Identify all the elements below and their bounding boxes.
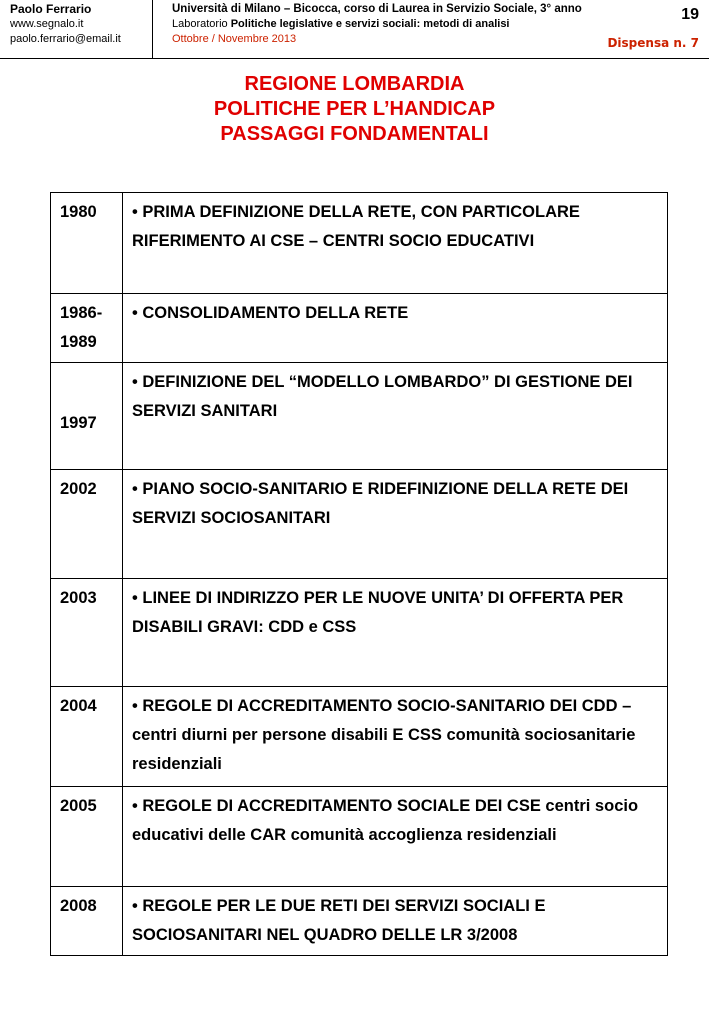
row-text: • REGOLE DI ACCREDITAMENTO SOCIALE DEI CSE centri socio educativi delle CAR comunità accoglienza residenziali: [123, 787, 668, 887]
lab-line: [172, 17, 632, 32]
table-row: [51, 193, 668, 294]
row-text: • REGOLE PER LE DUE RETI DEI SERVIZI SOCIALI E SOCIOSANITARI NEL QUADRO DELLE LR 3/2008: [123, 887, 668, 956]
author-website: www.segnalo.it: [10, 18, 84, 30]
row-year: 2002: [51, 470, 123, 579]
timeline-table: [50, 192, 668, 956]
lab-title: Politiche legislative e servizi sociali: metodi di analisi: [230, 18, 510, 30]
course-block: [172, 2, 632, 47]
title-line-3: PASSAGGI FONDAMENTALI: [220, 123, 489, 145]
row-year: 2005: [51, 787, 123, 887]
lab-prefix: Laboratorio: [172, 18, 231, 30]
table-row: [51, 363, 668, 470]
row-year: 2008: [51, 887, 123, 956]
row-year: 1986-1989: [51, 294, 123, 363]
row-text: • DEFINIZIONE DEL “MODELLO LOMBARDO” DI GESTIONE DEI SERVIZI SANITARI: [123, 363, 668, 470]
title-line-1: REGIONE LOMBARDIA: [244, 73, 465, 95]
row-text: • CONSOLIDAMENTO DELLA RETE: [123, 294, 668, 363]
author-name: Paolo Ferrario: [10, 2, 92, 16]
row-year: 2003: [51, 579, 123, 687]
row-text: • REGOLE DI ACCREDITAMENTO SOCIO-SANITARIO DEI CDD – centri diurni per persone disabili E CSS comunità sociosanitarie residenziali: [123, 687, 668, 787]
row-year: 2004: [51, 687, 123, 787]
table-row: [51, 294, 668, 363]
course-date: Ottobre / Novembre 2013: [172, 33, 297, 45]
row-text: • PIANO SOCIO-SANITARIO E RIDEFINIZIONE DELLA RETE DEI SERVIZI SOCIOSANITARI: [123, 470, 668, 579]
table-row: [51, 470, 668, 579]
table-row: [51, 787, 668, 887]
university-line: Università di Milano – Bicocca, corso di Laurea in Servizio Sociale, 3° anno: [172, 3, 582, 15]
author-email: paolo.ferrario@email.it: [10, 33, 121, 45]
table-row: [51, 579, 668, 687]
page-header: [0, 0, 709, 60]
author-block: [10, 2, 121, 47]
title-line-2: POLITICHE PER L’HANDICAP: [213, 98, 496, 120]
row-year: 1997: [51, 363, 123, 470]
page-title: [0, 72, 709, 147]
header-divider-vertical: [152, 0, 153, 58]
header-divider-horizontal: [0, 58, 709, 59]
row-year: 1980: [51, 193, 123, 294]
page-number: 19: [681, 6, 699, 23]
row-text: • PRIMA DEFINIZIONE DELLA RETE, CON PARTICOLARE RIFERIMENTO AI CSE – CENTRI SOCIO EDUCATIVI: [123, 193, 668, 294]
table-row: [51, 887, 668, 956]
row-text: • LINEE DI INDIRIZZO PER LE NUOVE UNITA’ DI OFFERTA PER DISABILI GRAVI: CDD e CSS: [123, 579, 668, 687]
table-row: [51, 687, 668, 787]
dispensa-label: Dispensa n. 7: [607, 36, 699, 50]
